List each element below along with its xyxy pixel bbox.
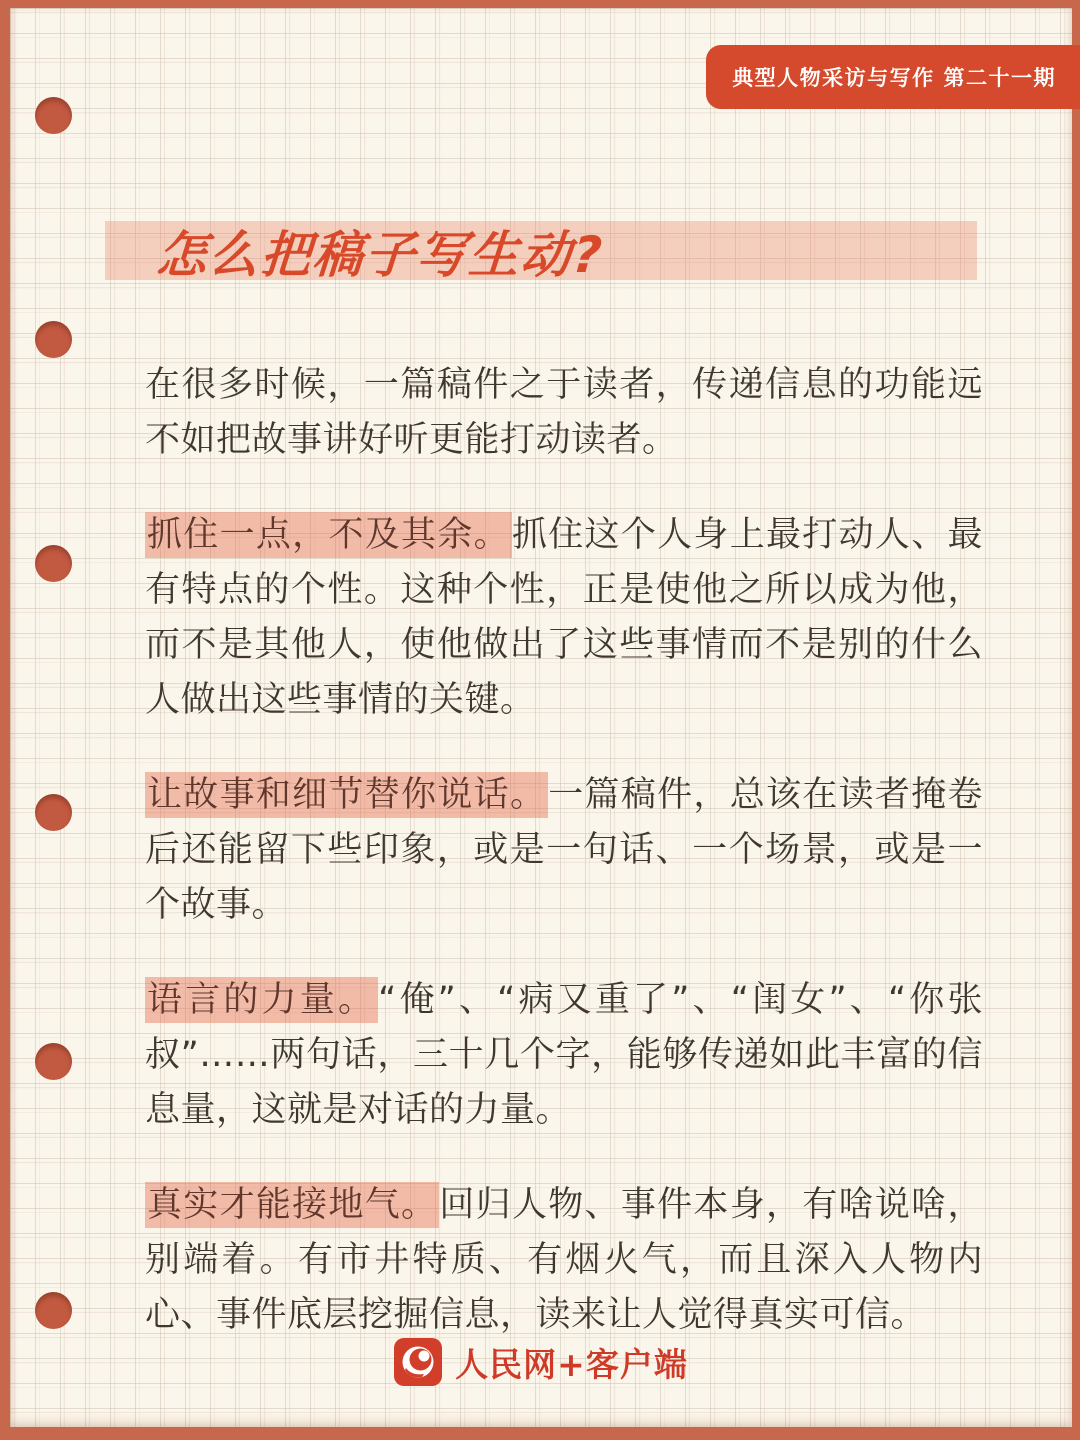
binder-hole xyxy=(35,1043,72,1080)
people-daily-swirl-icon xyxy=(394,1338,442,1386)
binder-hole xyxy=(35,1292,72,1329)
binder-hole xyxy=(35,97,72,134)
binder-hole xyxy=(35,545,72,582)
paragraph xyxy=(145,1178,983,1343)
paragraph xyxy=(145,508,983,728)
highlighted-phrase: 让故事和细节替你说话。 xyxy=(145,772,548,818)
paragraph-text: 在很多时候，一篇稿件之于读者，传递信息的功能远不如把故事讲好听更能打动读者。 xyxy=(145,365,983,460)
paragraph-text: 回归人物、事件本身，有啥说啥，别端着。有市井特质、有烟火气，而且深入人物内心、事件底层挖掘信息，读来让人觉得真实可信。 xyxy=(145,1185,983,1335)
paragraph-text: 一篇稿件，总该在读者掩卷后还能留下些印象，或是一句话、一个场景，或是一个故事。 xyxy=(145,775,983,925)
paragraph xyxy=(145,358,983,468)
paper-sheet xyxy=(10,8,1072,1427)
paragraph xyxy=(145,768,983,933)
issue-badge-label: 典型人物采访与写作 第二十一期 xyxy=(732,66,1056,90)
title-band xyxy=(105,221,977,284)
paragraph xyxy=(145,973,983,1138)
paragraph-text: “俺”、“病又重了”、“闺女”、“你张叔”……两句话，三十几个字，能够传递如此丰富的信息量，这就是对话的力量。 xyxy=(145,980,983,1130)
binder-hole xyxy=(35,321,72,358)
footer-logo xyxy=(10,1338,1072,1386)
logo-text: 人民网+客户端 xyxy=(455,1344,688,1384)
article-body xyxy=(145,358,983,1383)
highlighted-phrase: 语言的力量。 xyxy=(145,977,378,1023)
page-title: 怎么把稿子写生动? xyxy=(154,225,606,284)
binder-hole xyxy=(35,794,72,831)
highlighted-phrase: 抓住一点，不及其余。 xyxy=(145,512,512,558)
paragraph-text: 抓住这个人身上最打动人、最有特点的个性。这种个性，正是使他之所以成为他，而不是其他人，使他做出了这些事情而不是别的什么人做出这些事情的关键。 xyxy=(145,515,983,720)
highlighted-phrase: 真实才能接地气。 xyxy=(145,1182,439,1228)
issue-badge xyxy=(706,45,1080,109)
